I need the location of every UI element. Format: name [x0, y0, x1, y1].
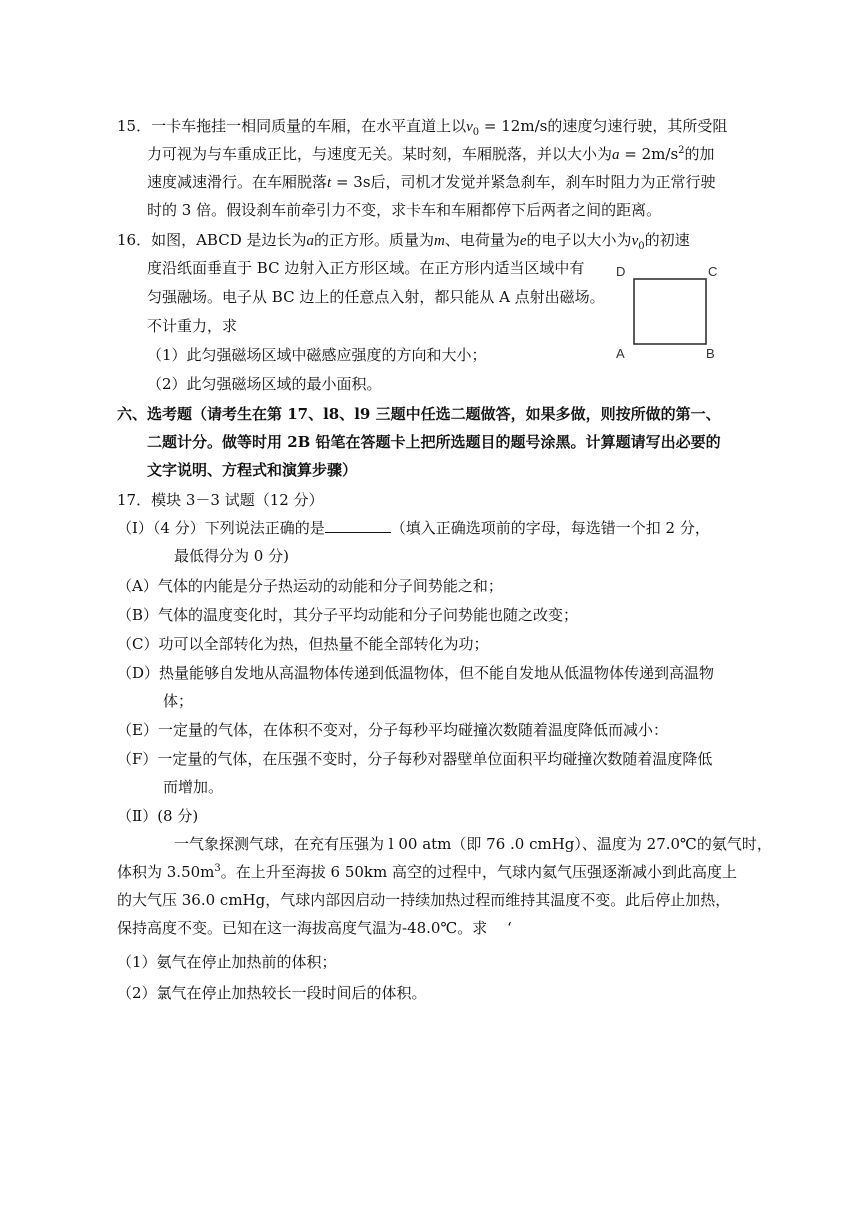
t-symbol: t — [327, 175, 332, 191]
option-b: （B）气体的温度变化时，其分子平均动能和分子问势能也随之改变； — [117, 606, 579, 624]
option-f: （F）一定量的气体，在压强不变时，分子每秒对器壁单位面积平均碰撞次数随着温度降低 — [117, 750, 713, 768]
q17-part1-text: （Ⅰ）（4 分）下列说法正确的是 — [117, 519, 325, 537]
q15-text: 速度减速滑行。在车厢脱落 — [147, 173, 328, 191]
label-a: A — [616, 346, 625, 361]
volume-superscript: 3 — [214, 863, 221, 874]
q15-text: 力可视为与车重成正比，与速度无关。某时刻，车厢脱落，并以大小为 — [147, 145, 613, 163]
q16-sub-1: （1）此匀强磁场区域中磁感应强度的方向和大小； — [147, 346, 487, 364]
v0-value: = 12m/s — [479, 117, 548, 135]
option-c: （C）功可以全部转化为热，但热量不能全部转化为功； — [117, 635, 489, 653]
q15-text: 的加 — [684, 145, 715, 163]
q16-line-1 — [117, 230, 690, 251]
q16-line-2: 度沿纸面垂直于 BC 边射入正方形区域。在正方形内适当区域中有 — [147, 259, 585, 277]
label-d: D — [616, 264, 626, 279]
q16-text: 的正方形。质量为 — [314, 231, 435, 249]
q15-line-1 — [117, 116, 727, 137]
q16-text: 如图，ABCD 是边长为 — [151, 231, 307, 249]
q17-sub-1: （1）氨气在停止加热前的体积； — [117, 953, 337, 971]
q16-line-3: 匀强融场。电子从 BC 边上的任意点入射，都只能从 A 点射出磁场。 — [147, 288, 605, 306]
a-value: = 2m/s — [619, 145, 679, 163]
side-a-symbol: a — [306, 233, 314, 249]
section-6-line-3: 文字说明、方程式和演算步骤） — [147, 461, 358, 479]
square-figure — [614, 262, 724, 364]
q17-part2-text-3: 的大气压 36.0 cmHg，气球内部因启动一持续加热过程而维持其温度不变。此后停止加热， — [117, 891, 731, 909]
q17-title: 17．模块 3－3 试题（12 分） — [117, 491, 324, 509]
q17-part2: （Ⅱ）(8 分) — [117, 807, 199, 825]
v0-subscript: 0 — [638, 241, 645, 252]
a-superscript: 2 — [678, 145, 685, 156]
q17-sub-2: （2）氯气在停止加热较长一段时间后的体积。 — [117, 984, 427, 1002]
q16-line-4: 不计重力，求 — [147, 317, 238, 335]
q15-line-2 — [147, 144, 715, 165]
q17-part2-text-2 — [117, 862, 737, 882]
v0-symbol: v — [466, 119, 473, 135]
q17-part2-text-1: 一气象探测气球，在充有压强为 l 00 atm（即 76 .0 cmHg）、温度为 27.0℃的氨气时， — [174, 835, 772, 853]
q15-line-3 — [147, 172, 716, 193]
q16-text: 的电子以大小为 — [526, 231, 632, 249]
q16-text: 、电荷量为 — [444, 231, 520, 249]
option-a: （A）气体的内能是分子热运动的动能和分子间势能之和； — [117, 577, 503, 595]
square-diagram — [614, 262, 724, 364]
label-c: C — [708, 264, 718, 279]
q15-line-4: 时的 3 倍。假设刹车前牵引力不变，求卡车和车厢都停下后两者之间的距离。 — [147, 201, 662, 219]
option-d: （D）热量能够自发地从高温物体传递到低温物体，但不能自发地从低温物体传递到高温物 — [117, 664, 715, 682]
q17-part1 — [117, 518, 710, 538]
option-d-cont: 体； — [163, 692, 194, 710]
section-6-line-2: 二题计分。做等时用 2B 铅笔在答题卡上把所选题目的题号涂黑。计算题请写出必要的 — [147, 433, 721, 451]
a-symbol: a — [612, 147, 620, 163]
q16-sub-2: （2）此匀强磁场区域的最小面积。 — [147, 375, 382, 393]
label-b: B — [706, 346, 715, 361]
section-6-line-1: 六、选考题（请考生在第 17、l8、l9 三题中任选二题做答，如果多做，则按所做的第一、 — [117, 405, 721, 423]
t-value: = 3s — [331, 173, 371, 191]
answer-blank — [325, 518, 391, 533]
mass-symbol: m — [434, 233, 445, 249]
q17-part1-cont: 最低得分为 0 分) — [174, 547, 289, 565]
option-f-cont: 而增加。 — [163, 778, 224, 796]
q16-text: 的初速 — [644, 231, 690, 249]
charge-symbol: e — [519, 233, 527, 249]
q15-text: 的速度匀速行驶，其所受阻 — [547, 117, 728, 135]
v0-symbol: v — [631, 233, 639, 249]
q17-part2-text-4: 保持高度不变。已知在这一海拔高度气温为-48.0℃。求 ‘ — [117, 919, 512, 937]
square-abcd — [634, 279, 706, 344]
v0-subscript: 0 — [472, 127, 480, 138]
q15-text: 后，司机才发觉并紧急刹车，刹车时阻力为正常行驶 — [370, 173, 716, 191]
q16-number: 16． — [117, 231, 152, 249]
q17-part1-text: （填入正确选项前的字母，每选错一个扣 2 分， — [390, 519, 710, 537]
q15-text: 一卡车拖挂一相同质量的车厢，在水平直道上以 — [151, 117, 467, 135]
q15-number: 15． — [117, 117, 152, 135]
q17-part2-text: 。在上升至海拔 6 50km 高空的过程中，气球内氦气压强逐渐减小到此高度上 — [220, 863, 738, 881]
q17-part2-text: 体积为 3.50m — [117, 863, 215, 881]
option-e: （E）一定量的气体，在体积不变对，分子每秒平均碰撞次数随着温度降低而减小： — [117, 721, 668, 739]
